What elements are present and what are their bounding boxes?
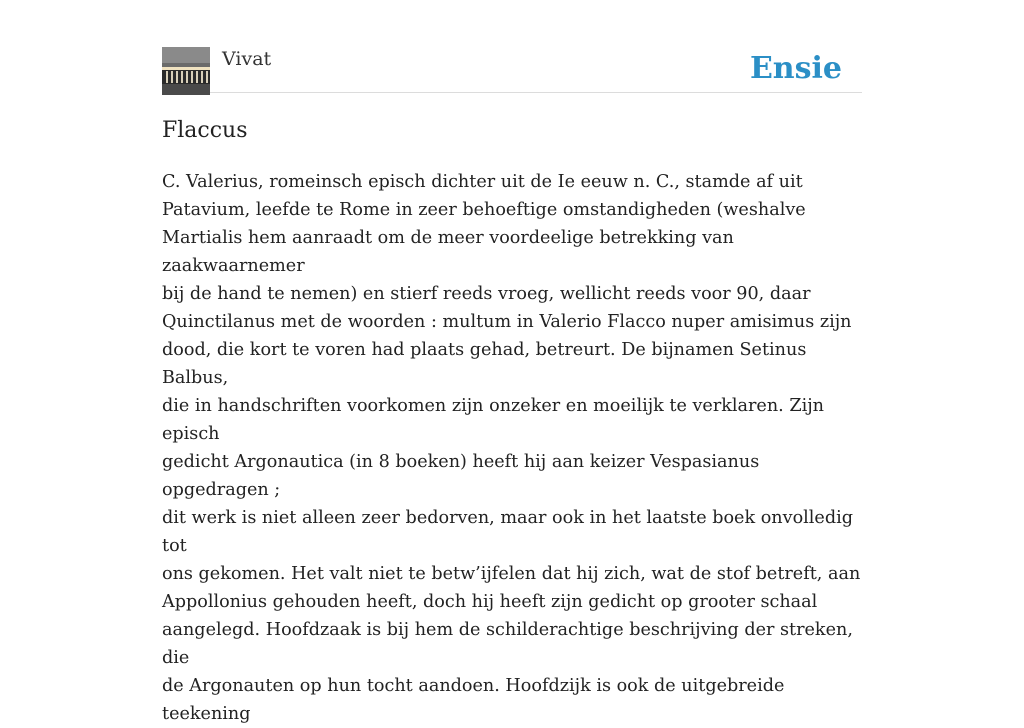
header [162, 47, 862, 93]
article-body: C. Valerius, romeinsch episch dichter uit de Ie eeuw n. C., stamde af uit Patavium, leefde te Rome in zeer behoeftige omstandigheden (weshalve Martialis hem aanraadt om de meer voordeelige betrekking van zaakwaarnemer bij de hand te nemen) en stierf reeds vroeg, wellicht reeds voor 90, daar Quinctilanus met de woorden : multum in Valerio Flacco nuper amisimus zijn dood, die kort te voren had plaats gehad, betreurt. De bijnamen Setinus Balbus, die in handschriften voorkomen zijn onzeker en moeilijk te verklaren. Zijn episch gedicht Argonautica (in 8 boeken) heeft hij aan keizer Vespasianus opgedragen ; dit werk is niet alleen zeer bedorven, maar ook in het laatste boek onvolledig tot ons gekomen. Het valt niet te betw’ijfelen dat hij zich, wat de stof betreft, aan Appollonius gehouden heeft, doch hij heeft zijn gedicht op grooter schaal aangelegd. Hoofdzaak is bij hem de schilderachtige beschrijving der streken, die de Argonauten op hun tocht aandoen. Hoofdzijk is ook de uitgebreide teekening [162, 172, 861, 724]
avatar[interactable] [162, 47, 210, 95]
bookshelf-avatar-icon [162, 47, 210, 95]
article-title: Flaccus [162, 118, 248, 143]
brand-logo[interactable]: Ensie [749, 51, 842, 86]
site-name[interactable]: Vivat [222, 48, 272, 70]
